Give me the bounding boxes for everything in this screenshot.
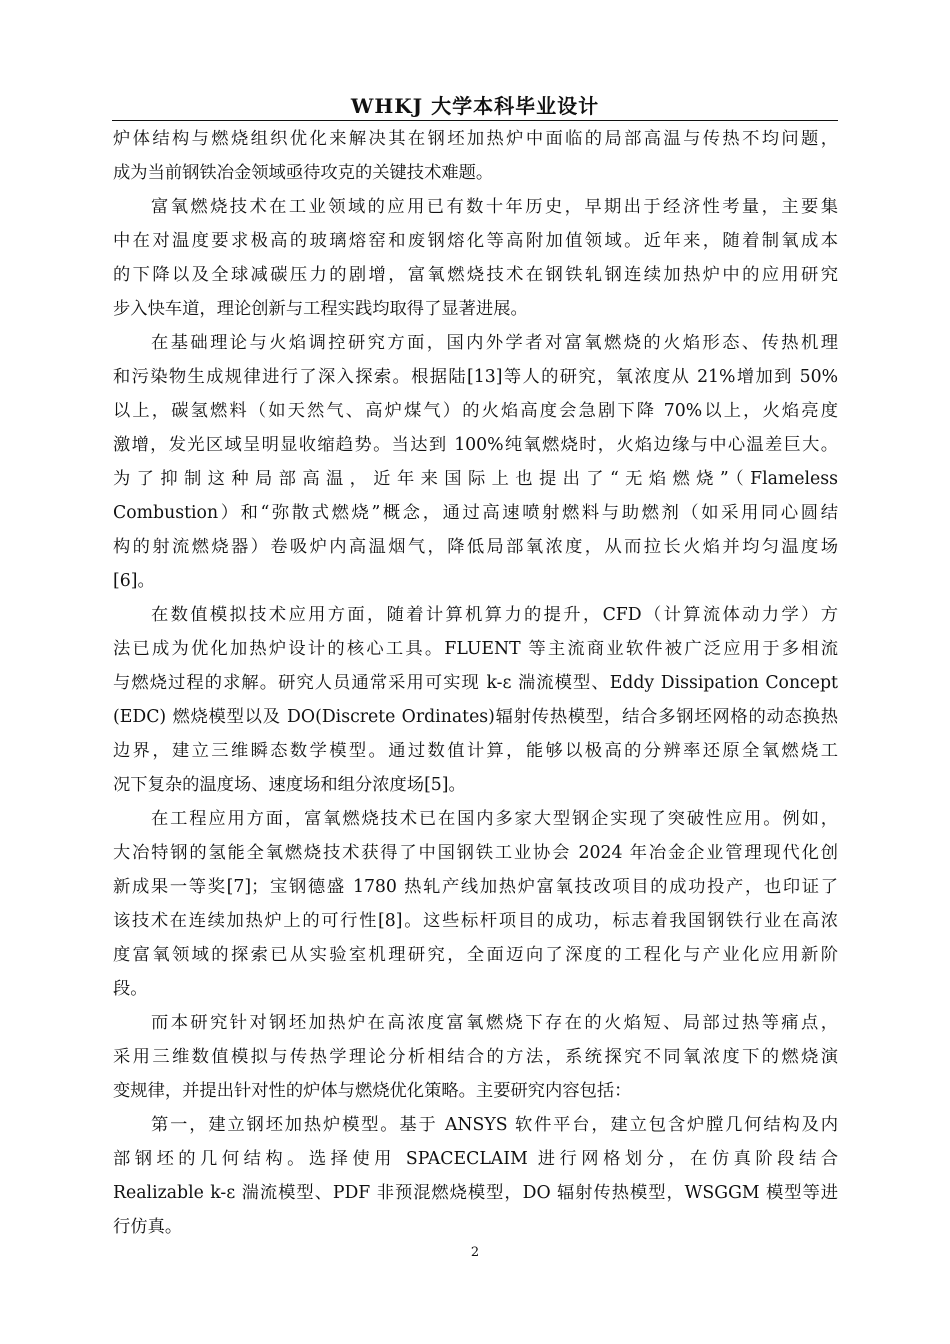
- header-title: WHKJ 大学本科毕业设计: [350, 94, 600, 118]
- text-line: 部钢坯的几何结构。选择使用 SPACECLAIM 进行网格划分，在仿真阶段结合: [113, 1149, 838, 1169]
- text-line: 以上，碳氢燃料（如天然气、高炉煤气）的火焰高度会急剧下降 70%以上，火焰亮度: [113, 401, 838, 421]
- text-line: 况下复杂的温度场、速度场和组分浓度场[5]。: [113, 775, 466, 795]
- text-line: 炉体结构与燃烧组织优化来解决其在钢坯加热炉中面临的局部高温与传热不均问题，: [113, 129, 838, 149]
- page-number: 2: [470, 1245, 480, 1260]
- text-line: 段。: [113, 979, 148, 999]
- text-line: 富氧燃烧技术在工业领域的应用已有数十年历史，早期出于经济性考量，主要集: [151, 197, 838, 217]
- text-line: 步入快车道，理论创新与工程实践均取得了显著进展。: [113, 299, 528, 319]
- text-line: 在数值模拟技术应用方面，随着计算机算力的提升，CFD（计算流体动力学）方: [151, 605, 838, 625]
- text-line: [6]。: [113, 571, 155, 591]
- text-line: 该技术在连续加热炉上的可行性[8]。这些标杆项目的成功，标志着我国钢铁行业在高浓: [113, 911, 838, 931]
- text-line: 行仿真。: [113, 1217, 183, 1237]
- text-line: 在基础理论与火焰调控研究方面，国内外学者对富氧燃烧的火焰形态、传热机理: [151, 333, 838, 353]
- text-line: Combustion）和“弥散式燃烧”概念，通过高速喷射燃料与助燃剂（如采用同心圆结: [113, 503, 838, 523]
- text-line: 新成果一等奖[7]；宝钢德盛 1780 热轧产线加热炉富氧技改项目的成功投产，也印证了: [113, 877, 838, 897]
- text-line: 度富氧领域的探索已从实验室机理研究，全面迈向了深度的工程化与产业化应用新阶: [113, 945, 838, 965]
- text-line: 第一，建立钢坯加热炉模型。基于 ANSYS 软件平台，建立包含炉膛几何结构及内: [151, 1115, 838, 1135]
- text-line: 激增，发光区域呈明显收缩趋势。当达到 100%纯氧燃烧时，火焰边缘与中心温差巨大。: [113, 435, 838, 455]
- text-line: 与燃烧过程的求解。研究人员通常采用可实现 k-ε 湍流模型、Eddy Dissipation Concept: [113, 673, 838, 693]
- text-line: 中在对温度要求极高的玻璃熔窑和废钢熔化等高附加值领域。近年来，随着制氧成本: [113, 231, 838, 251]
- text-line: 变规律，并提出针对性的炉体与燃烧优化策略。主要研究内容包括：: [113, 1081, 632, 1101]
- text-line: 成为当前钢铁冶金领域亟待攻克的关键技术难题。: [113, 163, 494, 183]
- page-header: [112, 92, 838, 121]
- text-line: 的下降以及全球减碳压力的剧增，富氧燃烧技术在钢铁轧钢连续加热炉中的应用研究: [113, 265, 838, 285]
- text-line: 在工程应用方面，富氧燃烧技术已在国内多家大型钢企实现了突破性应用。例如，: [151, 809, 838, 829]
- text-line: (EDC) 燃烧模型以及 DO(Discrete Ordinates)辐射传热模型，结合多钢坯网格的动态换热: [113, 707, 838, 727]
- text-line: 法已成为优化加热炉设计的核心工具。FLUENT 等主流商业软件被广泛应用于多相流: [113, 639, 838, 659]
- text-line: 构的射流燃烧器）卷吸炉内高温烟气，降低局部氧浓度，从而拉长火焰并均匀温度场: [113, 537, 838, 557]
- text-line: 为了抑制这种局部高温，近年来国际上也提出了“无焰燃烧”（Flameless: [113, 469, 838, 489]
- text-line: Realizable k-ε 湍流模型、PDF 非预混燃烧模型，DO 辐射传热模型，WSGGM 模型等进: [113, 1183, 838, 1203]
- text-line: 和污染物生成规律进行了深入探索。根据陆[13]等人的研究，氧浓度从 21%增加到 50%: [113, 367, 838, 387]
- text-line: 而本研究针对钢坯加热炉在高浓度富氧燃烧下存在的火焰短、局部过热等痛点，: [151, 1013, 838, 1033]
- text-line: 采用三维数值模拟与传热学理论分析相结合的方法，系统探究不同氧浓度下的燃烧演: [113, 1047, 838, 1067]
- text-line: 边界，建立三维瞬态数学模型。通过数值计算，能够以极高的分辨率还原全氧燃烧工: [113, 741, 838, 761]
- text-line: 大冶特钢的氢能全氧燃烧技术获得了中国钢铁工业协会 2024 年冶金企业管理现代化创: [113, 843, 838, 863]
